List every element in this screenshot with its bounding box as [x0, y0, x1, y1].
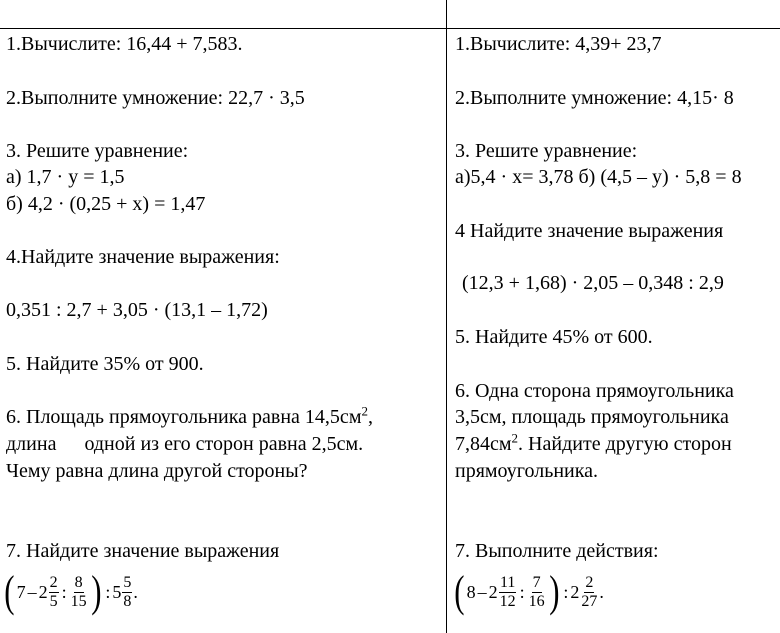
- mixed-whole: 2: [488, 581, 498, 602]
- divide-sign: :: [105, 581, 111, 602]
- task-7-expression: [2, 567, 138, 616]
- period: .: [599, 581, 604, 602]
- fraction: [528, 574, 546, 611]
- task-7-expression: [452, 567, 604, 616]
- task-6-line-2-end: одной из его сторон равна 2,5см.: [84, 433, 364, 455]
- task-6-line-3-start: 7,84см: [455, 433, 512, 455]
- minus-sign: –: [27, 581, 37, 602]
- task-6-line-3: [455, 430, 732, 455]
- fraction: [499, 574, 517, 611]
- fraction: [70, 574, 88, 611]
- task-5: 5. Найдите 35% от 900.: [6, 353, 204, 375]
- numerator: 2: [49, 573, 58, 591]
- task-3a: а) 1,7 · у = 1,5: [6, 166, 125, 188]
- task-3-heading: 3. Решите уравнение:: [6, 140, 189, 162]
- minus-sign: –: [477, 581, 487, 602]
- task-4-expression: 0,351 : 2,7 + 3,05 · (13,1 – 1,72): [6, 299, 268, 321]
- numerator: 11: [499, 573, 516, 591]
- task-4-heading: 4 Найдите значение выражения: [455, 220, 724, 242]
- divide-sign: :: [61, 581, 67, 602]
- task-2: 2.Выполните умножение: 4,15· 8: [455, 87, 734, 109]
- task-6-line-2: 3,5см, площадь прямоугольника: [455, 406, 729, 428]
- denominator: 16: [528, 592, 545, 610]
- superscript: 2: [511, 430, 519, 446]
- task-4-expression: (12,3 + 1,68) · 2,05 – 0,348 : 2,9: [462, 272, 724, 294]
- left-paren: (: [4, 567, 15, 616]
- task-6-line-2: [6, 433, 363, 455]
- denominator: 12: [499, 592, 516, 610]
- task-6-line-1-end: ,: [367, 406, 373, 428]
- mixed-whole: 5: [112, 581, 122, 602]
- fraction: [580, 574, 598, 611]
- right-paren: ): [90, 567, 102, 616]
- denominator: 5: [49, 592, 58, 610]
- right-column: [450, 0, 780, 633]
- right-paren: ): [548, 567, 560, 616]
- denominator: 15: [70, 592, 87, 610]
- task-5: 5. Найдите 45% от 600.: [455, 326, 653, 348]
- task-3-heading: 3. Решите уравнение:: [455, 140, 638, 162]
- fraction: [49, 574, 59, 611]
- task-6-line-4: прямоугольника.: [455, 460, 599, 482]
- superscript: 2: [361, 403, 368, 419]
- numerator: 7: [532, 573, 541, 591]
- task-3ab: а)5,4 · х= 3,78 б) (4,5 – у) · 5,8 = 8: [455, 166, 742, 188]
- task-1: 1.Вычислите: 16,44 + 7,583.: [6, 33, 243, 55]
- column-divider: [446, 0, 447, 633]
- divide-sign: :: [563, 581, 569, 602]
- task-6-line-1-text: 6. Площадь прямоугольника равна 14,5см: [6, 406, 362, 428]
- task-3b: б) 4,2 · (0,25 + х) = 1,47: [6, 193, 206, 215]
- mixed-whole: 2: [38, 581, 48, 602]
- expr-term: 8: [466, 581, 476, 602]
- denominator: 8: [123, 592, 132, 610]
- task-6-line-1: [6, 403, 373, 428]
- denominator: 27: [581, 592, 598, 610]
- task-7-heading: 7. Выполните действия:: [455, 540, 659, 562]
- numerator: 2: [585, 573, 594, 591]
- task-6-line-3: Чему равна длина другой стороны?: [6, 460, 308, 482]
- task-1: 1.Вычислите: 4,39+ 23,7: [455, 33, 662, 55]
- numerator: 8: [74, 573, 83, 591]
- task-6-line-3-end: . Найдите другую сторон: [518, 433, 732, 455]
- task-2: 2.Выполните умножение: 22,7 · 3,5: [6, 87, 305, 109]
- period: .: [133, 581, 138, 602]
- fraction: [122, 574, 132, 611]
- divide-sign: :: [519, 581, 525, 602]
- left-paren: (: [454, 567, 465, 616]
- task-4-heading: 4.Найдите значение выражения:: [6, 246, 280, 268]
- task-6-line-1: 6. Одна сторона прямоугольника: [455, 380, 734, 402]
- numerator: 5: [123, 573, 132, 591]
- expr-term: 7: [16, 581, 26, 602]
- mixed-whole: 2: [570, 581, 580, 602]
- task-6-line-2-start: длина: [6, 433, 57, 455]
- task-7-heading: 7. Найдите значение выражения: [6, 540, 280, 562]
